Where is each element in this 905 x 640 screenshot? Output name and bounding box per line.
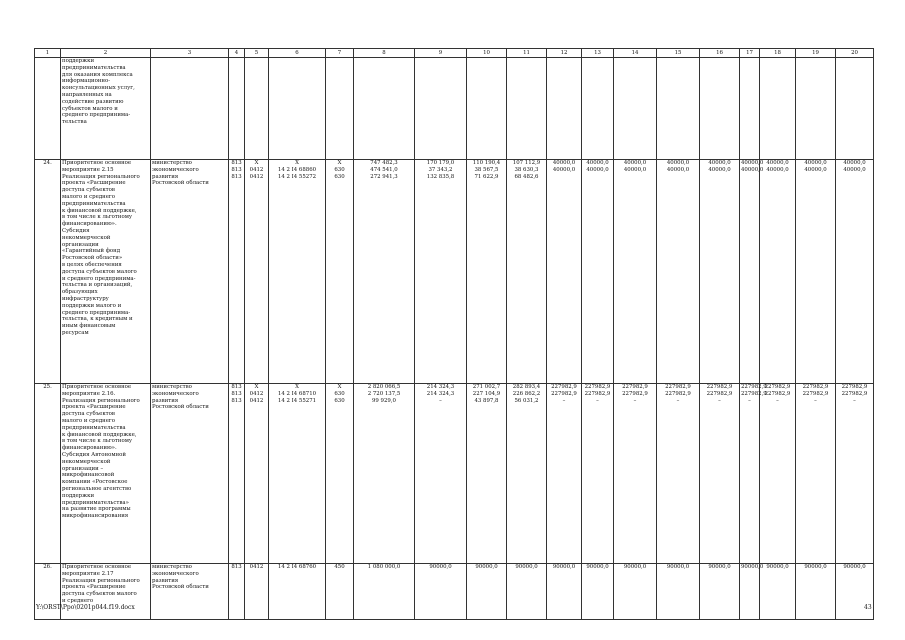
- year-value-cell: [796, 58, 836, 160]
- year-value-cell: 90000,0: [760, 564, 796, 620]
- row-number: 25.: [35, 384, 61, 564]
- table-row: [35, 160, 874, 384]
- csr-cell: X 14 2 I4 68710 14 2 I4 55271: [269, 384, 326, 564]
- year-value-cell: [657, 58, 700, 160]
- year-value-cell: [614, 58, 657, 160]
- grbs-cell: 813 813 813: [229, 160, 245, 384]
- executor-cell: министерство экономического развития Ростовской области: [151, 160, 229, 384]
- col-header: 14: [614, 49, 657, 58]
- year-value-cell: [507, 58, 547, 160]
- col-header: 4: [229, 49, 245, 58]
- rzpr-cell: X 0412 0412: [245, 160, 269, 384]
- year-value-cell: 90000,0: [547, 564, 582, 620]
- row-number: [35, 58, 61, 160]
- col-header: 18: [760, 49, 796, 58]
- total-cell: 747 482,3 474 541,0 272 941,3: [354, 160, 415, 384]
- col-header: 8: [354, 49, 415, 58]
- total-cell: 2 820 066,5 2 720 137,5 99 929,0: [354, 384, 415, 564]
- footer-file-path: Y:\ORST\Ppo\0201p044.f19.docx: [36, 604, 135, 611]
- row-number: 26.: [35, 564, 61, 620]
- year-value-cell: [700, 58, 740, 160]
- col-header: 2: [61, 49, 151, 58]
- vr-cell: [326, 58, 354, 160]
- page-number: 43: [864, 604, 872, 611]
- year-value-cell: 40000,0 40000,0: [700, 160, 740, 384]
- col-header: 16: [700, 49, 740, 58]
- year-value-cell: 90000,0: [700, 564, 740, 620]
- event-name-cell: поддержки предпринимательства для оказания комплекса информационно- консультационных услуг, направленных на содействие развитию субъектов малого и среднего предпринима- тельства: [61, 58, 151, 160]
- row-number: 24.: [35, 160, 61, 384]
- year-value-cell: 214 324,3 214 324,3 –: [415, 384, 467, 564]
- year-value-cell: 90000,0: [657, 564, 700, 620]
- year-value-cell: 40000,0 40000,0: [740, 160, 760, 384]
- year-value-cell: [415, 58, 467, 160]
- year-value-cell: 271 002,7 227 104,9 43 897,8: [467, 384, 507, 564]
- table-row: [35, 564, 874, 620]
- year-value-cell: 40000,0 40000,0: [836, 160, 874, 384]
- event-name-cell: Приоритетное основное мероприятие 2.16. Реализация регионального проекта «Расширение доступа субъектов малого и среднего предпринимательства к финансовой поддержке, в том числе к льготному финансированию». Субсидия Автономной некоммерческой организации – микрофинансовой компании «Ростовское региональное агентство поддержки предпринимательства» на развитие программы микрофинансирования: [61, 384, 151, 564]
- year-value-cell: 227982,9 227982,9 –: [760, 384, 796, 564]
- col-header: 11: [507, 49, 547, 58]
- year-value-cell: 110 190,4 38 567,5 71 622,9: [467, 160, 507, 384]
- col-header: 19: [796, 49, 836, 58]
- event-name-cell: Приоритетное основное мероприятие 2.17 Реализация регионального проекта «Расширение доступа субъектов малого и среднего: [61, 564, 151, 620]
- year-value-cell: 107 112,9 38 630,3 68 482,6: [507, 160, 547, 384]
- year-value-cell: 227982,9 227982,9 –: [836, 384, 874, 564]
- grbs-cell: [229, 58, 245, 160]
- csr-cell: [269, 58, 326, 160]
- year-value-cell: 40000,0 40000,0: [796, 160, 836, 384]
- col-header: 5: [245, 49, 269, 58]
- col-header: 12: [547, 49, 582, 58]
- budget-table: [34, 48, 874, 620]
- year-value-cell: [740, 58, 760, 160]
- year-value-cell: 90000,0: [582, 564, 614, 620]
- total-cell: 1 080 000,0: [354, 564, 415, 620]
- year-value-cell: 90000,0: [415, 564, 467, 620]
- col-header: 7: [326, 49, 354, 58]
- col-header: 1: [35, 49, 61, 58]
- year-value-cell: [836, 58, 874, 160]
- executor-cell: министерство экономического развития Ростовской области: [151, 384, 229, 564]
- executor-cell: [151, 58, 229, 160]
- year-value-cell: [760, 58, 796, 160]
- col-header: 13: [582, 49, 614, 58]
- csr-cell: X 14 2 I4 68860 14 2 I4 55272: [269, 160, 326, 384]
- year-value-cell: 90000,0: [467, 564, 507, 620]
- year-value-cell: 40000,0 40000,0: [657, 160, 700, 384]
- year-value-cell: 40000,0 40000,0: [760, 160, 796, 384]
- rzpr-cell: X 0412 0412: [245, 384, 269, 564]
- year-value-cell: 227982,9 227982,9 –: [614, 384, 657, 564]
- vr-cell: 450: [326, 564, 354, 620]
- col-header: 9: [415, 49, 467, 58]
- year-value-cell: 90000,0: [796, 564, 836, 620]
- year-value-cell: 170 179,0 37 343,2 132 835,8: [415, 160, 467, 384]
- year-value-cell: 227982,9 227982,9 –: [796, 384, 836, 564]
- year-value-cell: 227982,9 227982,9 –: [740, 384, 760, 564]
- table-row: [35, 58, 874, 160]
- year-value-cell: 40000,0 40000,0: [582, 160, 614, 384]
- vr-cell: X 630 630: [326, 160, 354, 384]
- total-cell: [354, 58, 415, 160]
- table-row: [35, 384, 874, 564]
- year-value-cell: [582, 58, 614, 160]
- event-name-cell: Приоритетное основное мероприятие 2.15 Реализация регионального проекта «Расширение доступа субъектов малого и среднего предпринимательства к финансовой поддержке, в том числе к льготному финансированию». Субсидия некоммерческой организации «Гарантийный фонд Ростовской области» в целях обеспечения доступа субъектов малого и среднего предпринима- тельства и организаций, образующих инфраструктуру поддержки малого и среднего предпринима- тельства, к кредитным и иным финансовым ресурсам: [61, 160, 151, 384]
- year-value-cell: 90000,0: [836, 564, 874, 620]
- year-value-cell: 90000,0: [614, 564, 657, 620]
- year-value-cell: 227982,9 227982,9 –: [582, 384, 614, 564]
- grbs-cell: 813: [229, 564, 245, 620]
- col-header: 15: [657, 49, 700, 58]
- col-header: 10: [467, 49, 507, 58]
- header-row: [35, 49, 874, 58]
- rzpr-cell: [245, 58, 269, 160]
- col-header: 20: [836, 49, 874, 58]
- year-value-cell: [547, 58, 582, 160]
- year-value-cell: 90000,0: [740, 564, 760, 620]
- year-value-cell: 40000,0 40000,0: [614, 160, 657, 384]
- rzpr-cell: 0412: [245, 564, 269, 620]
- vr-cell: X 630 630: [326, 384, 354, 564]
- col-header: 6: [269, 49, 326, 58]
- year-value-cell: 90000,0: [507, 564, 547, 620]
- year-value-cell: 227982,9 227982,9 –: [547, 384, 582, 564]
- col-header: 3: [151, 49, 229, 58]
- csr-cell: 14 2 I4 68760: [269, 564, 326, 620]
- year-value-cell: 40000,0 40000,0: [547, 160, 582, 384]
- year-value-cell: 227982,9 227982,9 –: [657, 384, 700, 564]
- col-header: 17: [740, 49, 760, 58]
- year-value-cell: 282 893,4 226 862,2 56 031,2: [507, 384, 547, 564]
- year-value-cell: 227982,9 227982,9 –: [700, 384, 740, 564]
- year-value-cell: [467, 58, 507, 160]
- executor-cell: министерство экономического развития Ростовской области: [151, 564, 229, 620]
- grbs-cell: 813 813 813: [229, 384, 245, 564]
